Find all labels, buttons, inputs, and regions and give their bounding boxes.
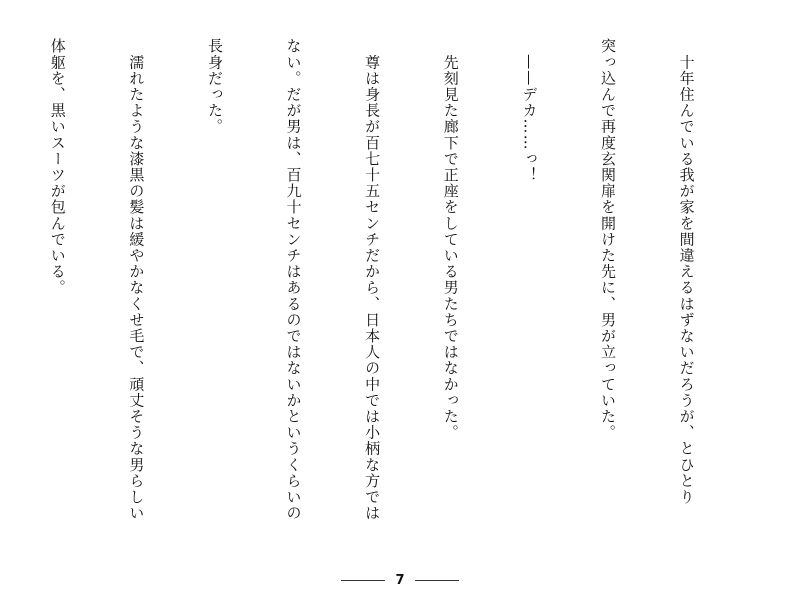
text-line: 尊は身長が百七十五センチだから、日本人の中では小柄な方では xyxy=(363,38,382,521)
text-line: 十年住んでいる我が家を間違えるはずないだろうが、とひとり xyxy=(677,38,696,505)
text-line: 長身だった。 xyxy=(205,38,224,135)
text-line: 濡れたような漆黒の髪は緩やかなくせ毛で、頑丈そうな男らしい xyxy=(127,38,146,521)
page-number: 7 xyxy=(395,572,405,588)
vertical-text-block xyxy=(0,38,752,566)
footer-rule-right xyxy=(415,580,459,581)
page-footer xyxy=(0,569,800,591)
text-line: 体躯を、黒いスーツが包んでいる。 xyxy=(48,38,67,296)
text-line: 先刻見た廊下で正座をしている男たちではなかった。 xyxy=(441,38,460,441)
text-line: ない。だが男は、百九十センチはあるのではないかというくらいの xyxy=(284,38,303,521)
text-line: 突っ込んで再度玄関扉を開けた先に、男が立っていた。 xyxy=(598,38,617,441)
footer-rule-left xyxy=(341,580,385,581)
text-line: ——デカ……っ！ xyxy=(520,38,539,183)
